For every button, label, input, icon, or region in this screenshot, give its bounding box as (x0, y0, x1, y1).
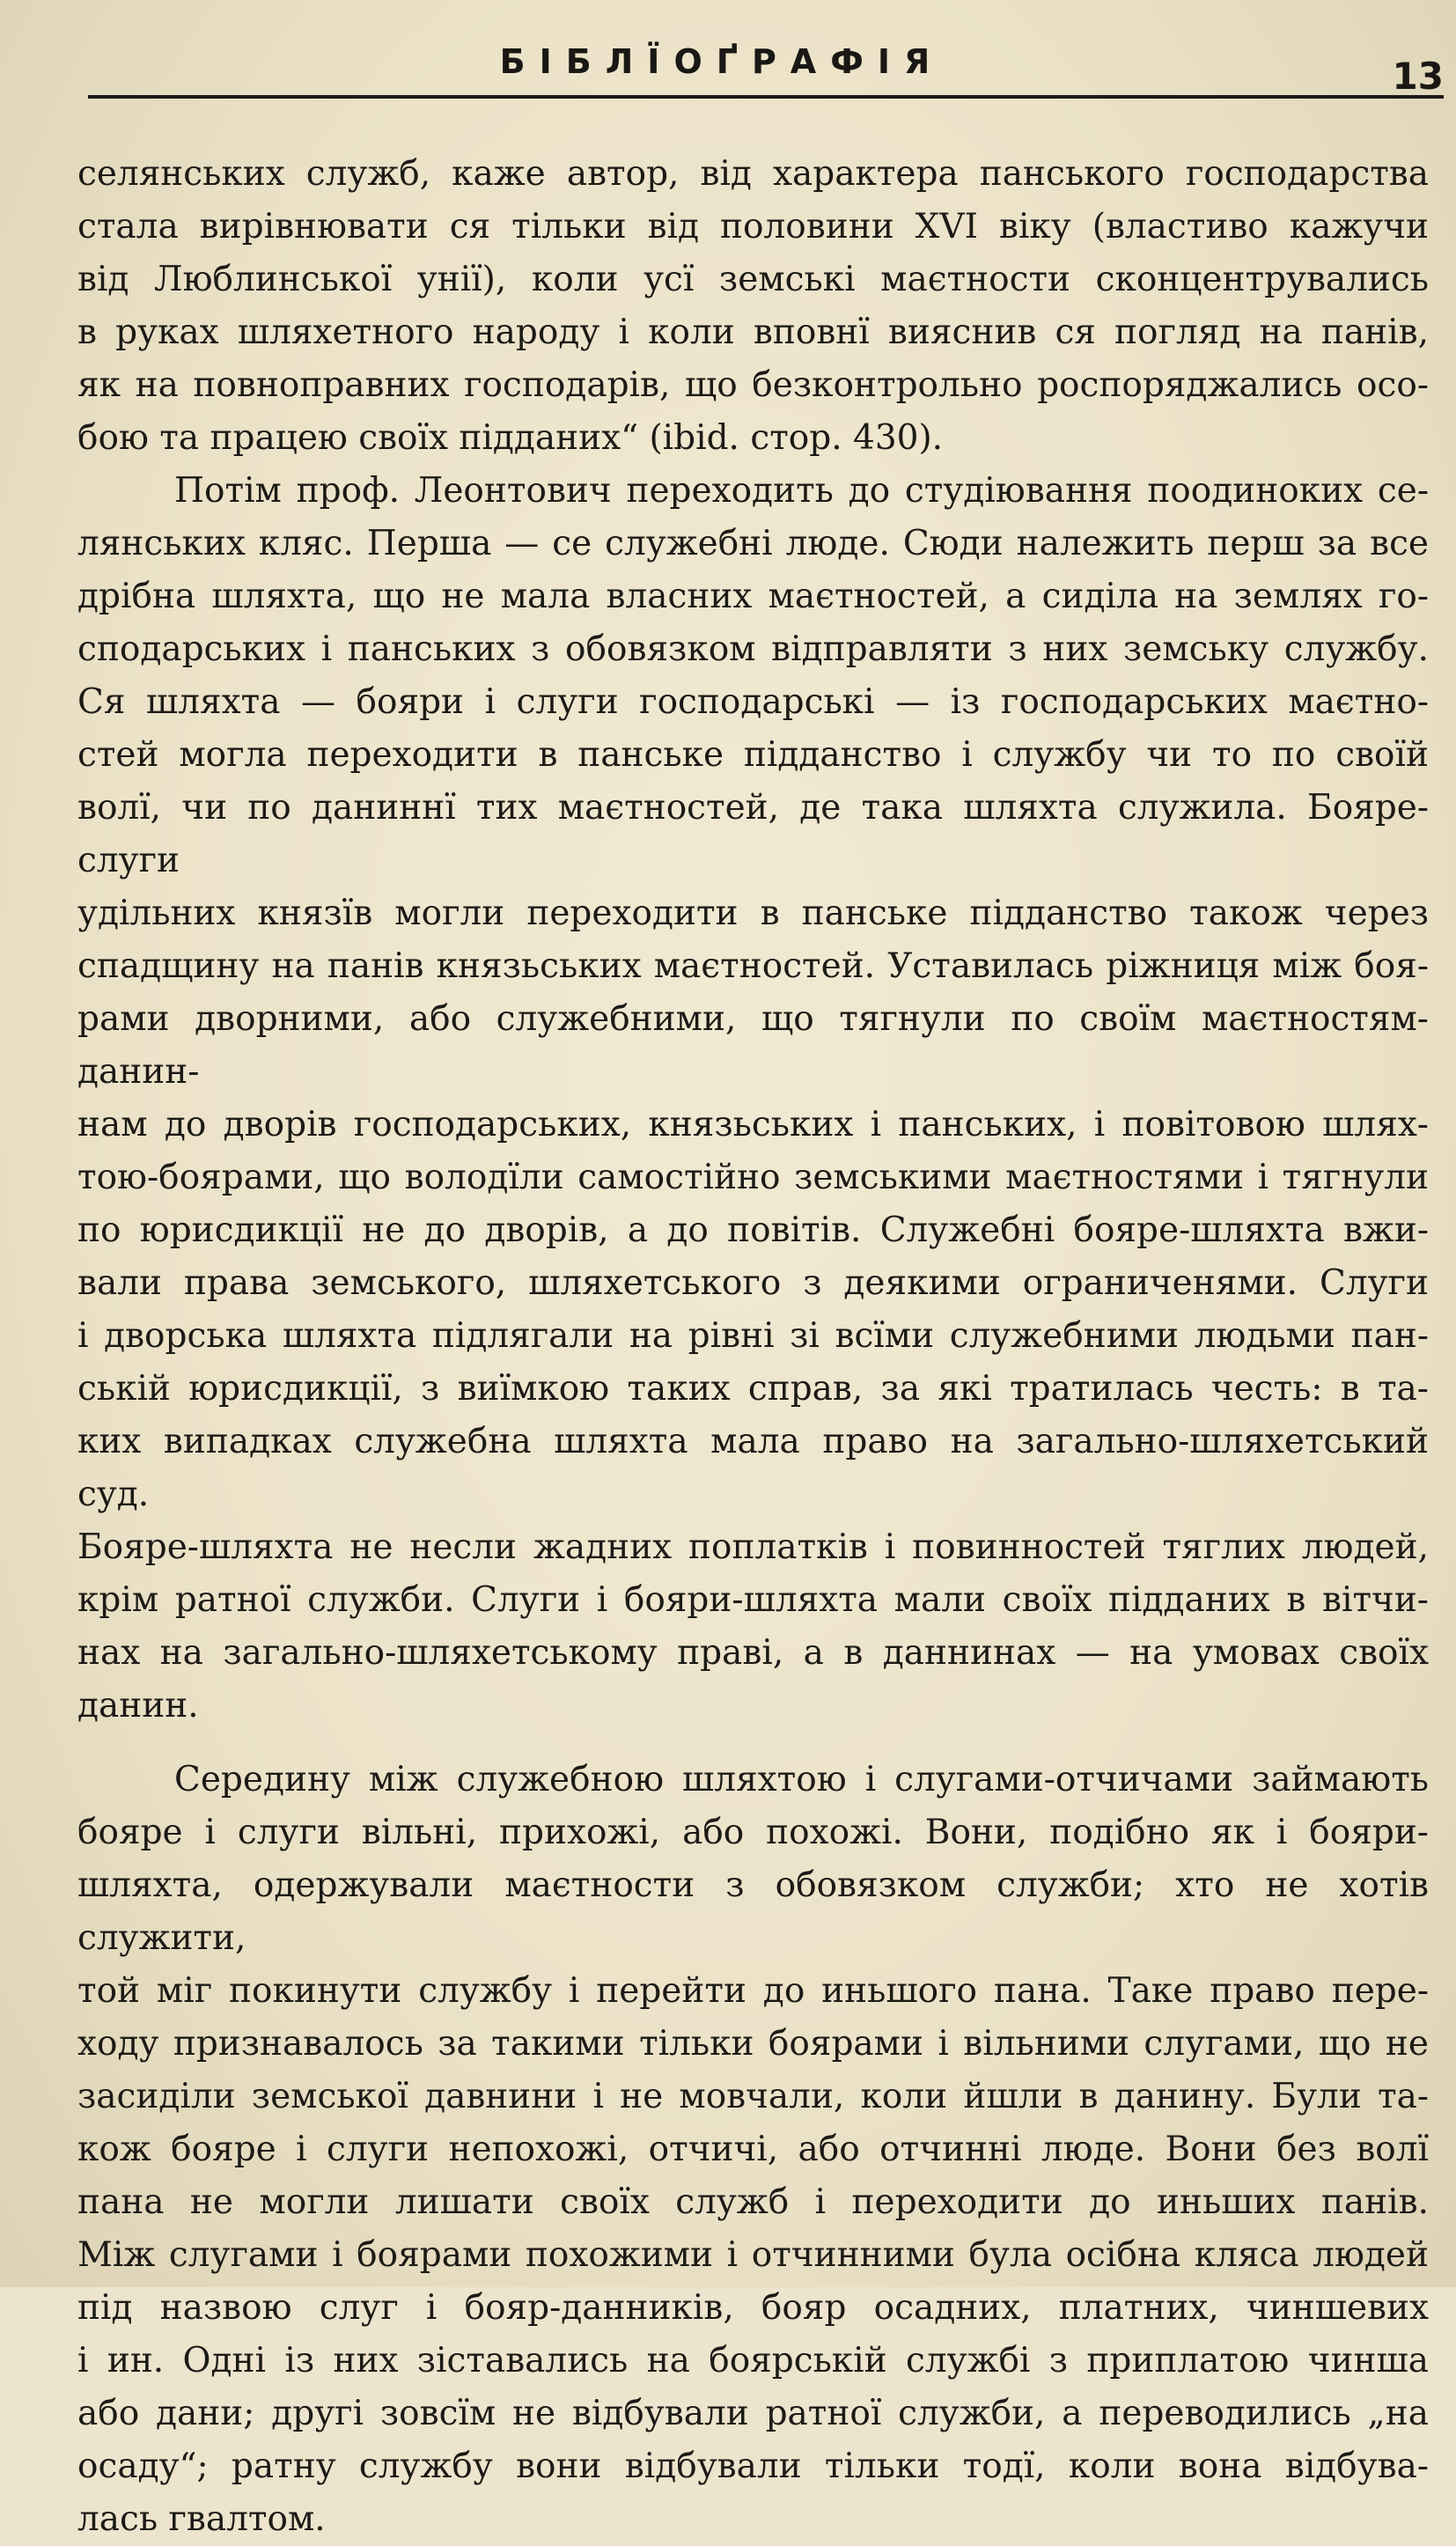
running-title: БІБЛЇОҐРАФІЯ (499, 42, 945, 81)
text-line: і дворська шляхта підлягали на рівні зі всїми служебними людьми пан- (77, 1316, 1429, 1356)
text-line: спадщину на панів князьських маєтностей. Уставилась ріжниця між боя- (77, 946, 1429, 986)
text-line: Бояре-шляхта не несли жадних поплатків і повинностей тяглих людей, (77, 1527, 1429, 1567)
text-line: лась гвалтом. (77, 2499, 326, 2539)
paragraph-1 (77, 148, 1429, 465)
paragraph-2 (77, 465, 1429, 1733)
paragraph-3 (77, 1754, 1429, 2546)
text-line: пана не могли лишати своїх служб і переходити до иньших панів. (77, 2182, 1429, 2222)
text-line: Між слугами і боярами похожими і отчинними була осібна кляса людей (77, 2235, 1429, 2275)
text-line: Потім проф. Леонтович переходить до студіювання поодиноких се- (174, 471, 1429, 511)
text-line: вали права земського, шляхетського з деякими ограниченями. Слуги (77, 1263, 1429, 1303)
paragraph-gap (77, 1733, 1429, 1754)
text-line: кож бояре і слуги непохожі, отчичі, або отчинні люде. Вони без волї (77, 2130, 1429, 2169)
text-line: і ин. Одні із них зіставались на боярській службі з приплатою чинша (77, 2341, 1429, 2380)
text-line: селянських служб, каже автор, від характера панського господарства (77, 154, 1429, 194)
text-line: крім ратної служби. Слуги і бояри-шляхта мали своїх підданих в вітчи- (77, 1580, 1429, 1620)
text-line: волї, чи по даниннї тих маєтностей, де така шляхта служила. Бояре-слуги (77, 788, 1429, 880)
text-line: шляхта, одержували маєтности з обовязком служби; хто не хотів служити, (77, 1865, 1429, 1958)
text-line: ходу признавалось за такими тільки боярами і вільними слугами, що не (77, 2024, 1429, 2064)
text-line: данин. (77, 1686, 199, 1726)
text-line: сподарських і панських з обовязком відправляти з них земську службу. (77, 629, 1429, 669)
text-line: нам до дворів господарських, князьських і панських, і повітовою шлях- (77, 1105, 1429, 1144)
text-line: рами дворними, або служебними, що тягнули по своїм маєтностям-данин- (77, 999, 1429, 1092)
text-line: осаду“; ратну службу вони відбували тільки тодї, коли вона відбува- (77, 2447, 1429, 2486)
text-line: від Люблинської унії), коли усї земські маєтности сконцентрувались (77, 260, 1429, 299)
text-line: тою-боярами, що володїли самостійно земськими маєтностями і тягнули (77, 1158, 1429, 1197)
page-header (88, 35, 1444, 106)
text-line: в руках шляхетного народу і коли вповнї вияснив ся погляд на панів, (77, 313, 1429, 352)
body-text (77, 148, 1429, 2546)
text-line: дрібна шляхта, що не мала власних маєтностей, а сиділа на землях го- (77, 577, 1429, 616)
text-line: бою та працею своїх підданих“ (ibid. стор. 430). (77, 418, 944, 458)
text-line: ких випадках служебна шляхта мала право на загально-шляхетський суд. (77, 1422, 1429, 1514)
header-rule (88, 95, 1444, 99)
text-line: ській юрисдикції, з виїмкою таких справ, за які тратилась честь: в та- (77, 1369, 1429, 1409)
text-line: стала вирівнювати ся тільки від половини XVI віку (властиво кажучи (77, 207, 1429, 247)
text-line: або дани; другі зовсїм не відбували ратної служби, а переводились „на (77, 2394, 1429, 2433)
text-line: стей могла переходити в панське підданство і службу чи то по своїй (77, 735, 1429, 775)
text-line: по юрисдикції не до дворів, а до повітів. Служебні бояре-шляхта вжи- (77, 1210, 1429, 1250)
text-line: Середину між служебною шляхтою і слугами-отчичами займають (174, 1760, 1429, 1799)
text-line: удільних князїв могли переходити в панське підданство також через (77, 894, 1429, 933)
text-line: Ся шляхта — бояри і слуги господарські — із господарських маєтно- (77, 682, 1429, 722)
text-line: нах на загально-шляхетському праві, а в даннинах — на умовах своїх (77, 1633, 1429, 1673)
text-line: бояре і слуги вільні, прихожі, або похожі. Вони, подібно як і бояри- (77, 1813, 1429, 1852)
text-line: як на повноправних господарів, що безконтрольно роспоряджались осо- (77, 365, 1429, 405)
text-line: під назвою слуг і бояр-данників, бояр осадних, платних, чиншевих (77, 2288, 1429, 2328)
page-number: 13 (1392, 55, 1444, 98)
text-line: лянських кляс. Перша — се служебні люде. Сюди належить перш за все (77, 524, 1429, 563)
text-line: засиділи земської давнини і не мовчали, коли йшли в данину. Були та- (77, 2077, 1429, 2116)
text-line: той міг покинути службу і перейти до иньшого пана. Таке право пере- (77, 1971, 1429, 2011)
